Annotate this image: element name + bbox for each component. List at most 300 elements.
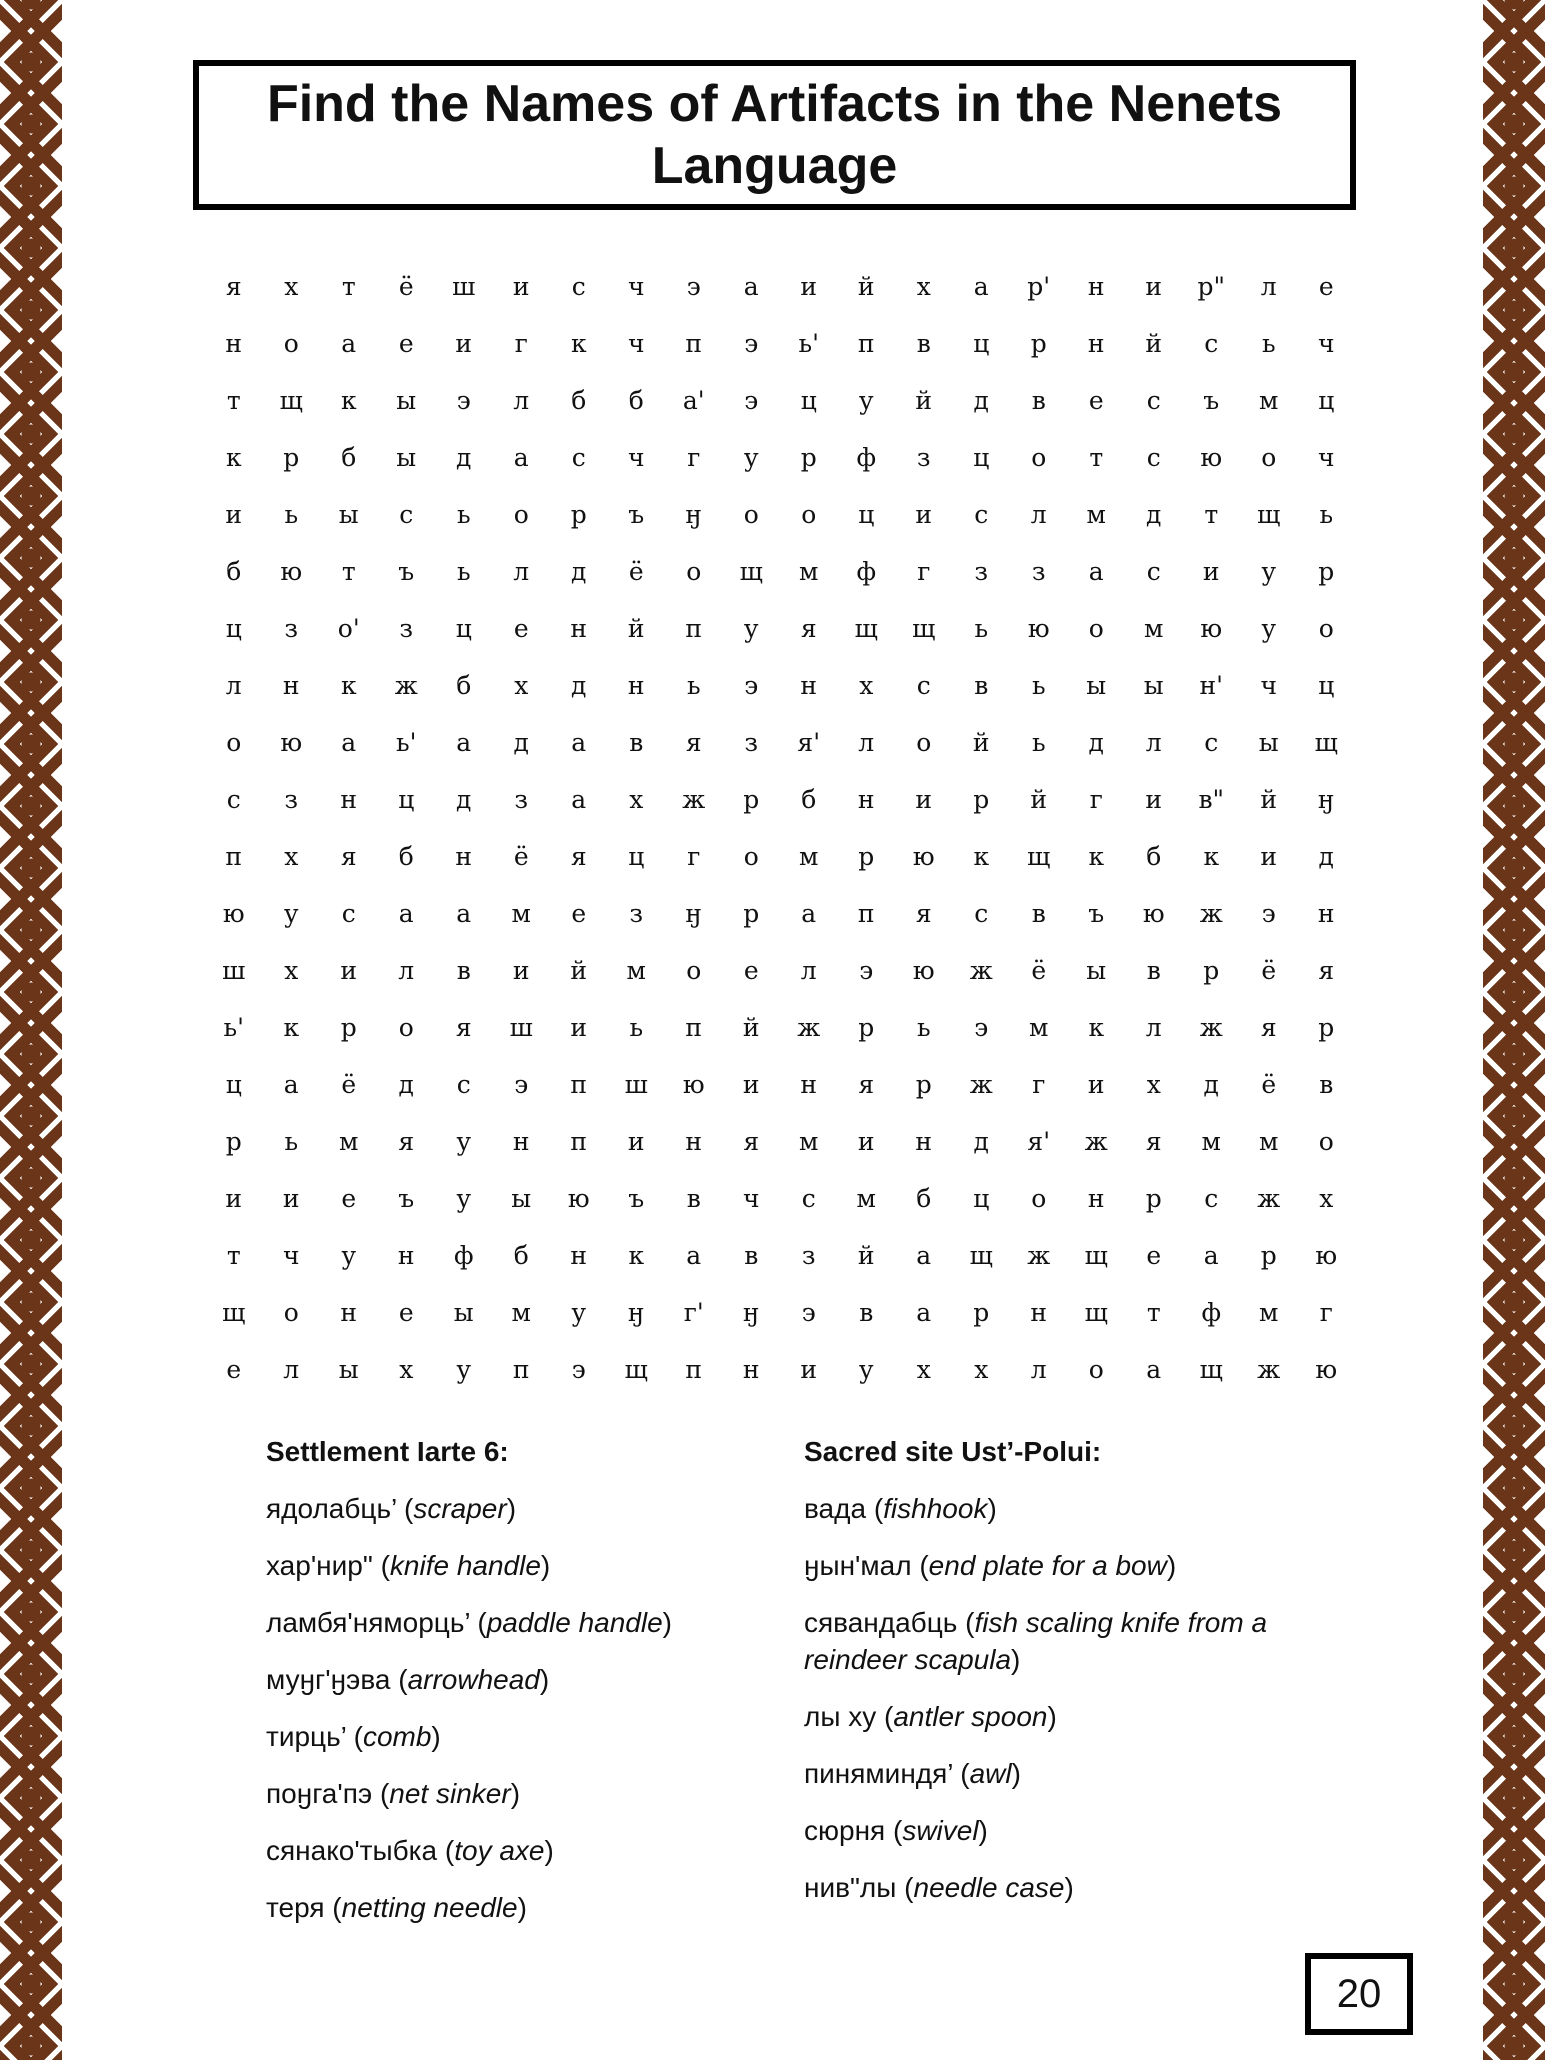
grid-letter: в	[1031, 899, 1046, 928]
grid-letter: х	[399, 1355, 414, 1384]
grid-letter: щ	[1027, 842, 1051, 871]
grid-letter: х	[284, 272, 299, 301]
grid-letter: н	[225, 329, 243, 358]
grid-letter: ю	[1142, 899, 1165, 928]
grid-letter: и	[512, 272, 530, 301]
grid-letter: к	[570, 329, 587, 358]
grid-letter: э	[1261, 899, 1276, 928]
grid-letter: я	[1318, 956, 1335, 985]
grid-letter: н	[570, 614, 588, 643]
grid-letter: и	[1202, 557, 1220, 586]
grid-letter: ж	[1257, 1355, 1281, 1384]
grid-letter: м	[1259, 386, 1279, 415]
grid-letter: и	[800, 1355, 818, 1384]
grid-letter: а	[571, 728, 587, 757]
grid-letter: л	[225, 671, 242, 700]
grid-letter: ь	[686, 671, 701, 700]
grid-letter: у	[1261, 614, 1277, 643]
english-translation: fishhook	[883, 1493, 988, 1524]
grid-letter: с	[456, 1070, 471, 1099]
nenets-word: хар'нир"	[266, 1550, 373, 1581]
grid-letter: и	[857, 1127, 875, 1156]
grid-letter: ю	[912, 956, 935, 985]
grid-letter: д	[973, 1127, 989, 1156]
grid-letter: х	[916, 1355, 931, 1384]
grid-letter: ы	[453, 1298, 474, 1327]
grid-letter: щ	[1084, 1241, 1108, 1270]
grid-letter: я	[570, 842, 587, 871]
grid-letter: ч	[1317, 329, 1335, 358]
english-translation: paddle handle	[486, 1607, 663, 1638]
grid-letter: х	[284, 842, 299, 871]
grid-letter: э	[456, 386, 471, 415]
grid-letter: к	[340, 671, 357, 700]
grid-letter: г	[1319, 1298, 1333, 1327]
grid-letter: ӈ	[685, 500, 703, 529]
grid-letter: ё	[628, 557, 644, 586]
grid-letter: о	[398, 1013, 414, 1042]
grid-letter: й	[627, 614, 645, 643]
grid-letter: р	[858, 842, 875, 871]
grid-letter: н	[340, 1298, 358, 1327]
grid-letter: с	[341, 899, 356, 928]
grid-letter: н	[512, 1127, 530, 1156]
grid-letter: ь	[1031, 728, 1046, 757]
grid-letter: к	[1203, 842, 1220, 871]
grid-letter: и	[340, 956, 358, 985]
grid-letter: й	[1260, 785, 1278, 814]
grid-letter: е	[513, 614, 529, 643]
grid-letter: ч	[1317, 443, 1335, 472]
grid-letter: а	[571, 785, 587, 814]
grid-letter: р"	[1197, 272, 1225, 301]
grid-letter: ш	[509, 1013, 533, 1042]
list-item: ӈын'мал (end plate for a bow)	[804, 1550, 1177, 1581]
grid-letter: у	[283, 899, 299, 928]
grid-letter: х	[514, 671, 529, 700]
grid-letter: р	[1318, 557, 1335, 586]
grid-letter: ъ	[398, 1184, 415, 1213]
grid-letter: с	[571, 272, 586, 301]
grid-letter: в	[629, 728, 644, 757]
grid-letter: й	[1030, 785, 1048, 814]
list-item: тирць’ (comb)	[266, 1721, 441, 1752]
grid-letter: з	[629, 899, 644, 928]
english-translation: awl	[969, 1758, 1012, 1789]
list-item: теря (netting needle)	[266, 1892, 527, 1923]
grid-letter: п	[685, 329, 703, 358]
grid-letter: щ	[969, 1241, 993, 1270]
word-list	[266, 1490, 804, 1926]
english-translation: knife handle	[389, 1550, 541, 1581]
grid-letter: л	[283, 1355, 300, 1384]
grid-letter: я	[455, 1013, 472, 1042]
nenets-word: сюрня	[804, 1815, 886, 1846]
grid-letter: о	[1031, 443, 1047, 472]
grid-letter: ю	[1315, 1355, 1338, 1384]
grid-letter: и	[915, 785, 933, 814]
grid-letter: в	[744, 1241, 759, 1270]
nenets-word: ӈын'мал	[804, 1550, 912, 1581]
grid-letter: ч	[627, 329, 645, 358]
grid-letter: м	[511, 899, 531, 928]
grid-letter: т	[1204, 500, 1219, 529]
grid-letter: н	[397, 1241, 415, 1270]
grid-letter: п	[685, 1355, 703, 1384]
grid-letter: т	[226, 1241, 241, 1270]
grid-letter: л	[513, 557, 530, 586]
grid-letter: ц	[973, 1184, 990, 1213]
grid-letter: д	[1146, 500, 1162, 529]
grid-letter: б	[513, 1241, 529, 1270]
grid-letter: а	[1146, 1355, 1162, 1384]
grid-letter: я'	[1027, 1127, 1051, 1156]
grid-letter: я	[225, 272, 242, 301]
grid-letter: ч	[282, 1241, 300, 1270]
grid-letter: з	[916, 443, 931, 472]
grid-letter: д	[456, 785, 472, 814]
grid-letter: ы	[338, 500, 359, 529]
grid-letter: л	[858, 728, 875, 757]
grid-letter: и	[800, 272, 818, 301]
grid-letter: ж	[1199, 1013, 1223, 1042]
grid-letter: ж	[1084, 1127, 1108, 1156]
grid-letter: а	[283, 1070, 299, 1099]
grid-letter: н	[742, 1355, 760, 1384]
grid-letter: щ	[912, 614, 936, 643]
grid-letter: ч	[1260, 671, 1278, 700]
grid-letter: с	[1146, 443, 1161, 472]
grid-letter: щ	[854, 614, 878, 643]
grid-letter: р	[283, 443, 300, 472]
grid-letter: з	[284, 785, 299, 814]
grid-letter: д	[571, 671, 587, 700]
grid-letter: и	[915, 500, 933, 529]
grid-letter: х	[284, 956, 299, 985]
grid-letter: с	[1204, 1184, 1219, 1213]
word-list-settlement	[266, 1432, 804, 1946]
grid-letter: е	[398, 1298, 414, 1327]
grid-letter: г'	[683, 1298, 704, 1327]
grid-letter: а	[456, 728, 472, 757]
grid-letter: э	[514, 1070, 529, 1099]
grid-letter: н	[570, 1241, 588, 1270]
grid-letter: ф	[1201, 1298, 1222, 1327]
grid-letter: э	[744, 329, 759, 358]
nenets-word: лы ху	[804, 1701, 877, 1732]
grid-letter: ч	[627, 443, 645, 472]
grid-letter: п	[570, 1127, 588, 1156]
grid-letter: м	[1086, 500, 1106, 529]
english-translation: antler spoon	[893, 1701, 1048, 1732]
grid-letter: я	[1145, 1127, 1162, 1156]
grid-letter: д	[571, 557, 587, 586]
grid-letter: ф	[453, 1241, 474, 1270]
grid-letter: г	[514, 329, 528, 358]
grid-letter: м	[1144, 614, 1164, 643]
word-list-sacred-site	[804, 1432, 1342, 1946]
grid-letter: й	[570, 956, 588, 985]
grid-letter: ь'	[396, 728, 417, 757]
grid-letter: б	[916, 1184, 932, 1213]
page-number: 20	[1305, 1953, 1413, 2035]
grid-letter: г	[1089, 785, 1103, 814]
ornamental-border-right	[1483, 0, 1545, 2060]
grid-letter: и	[282, 1184, 300, 1213]
grid-letter: д	[513, 728, 529, 757]
english-translation: end plate for a bow	[928, 1550, 1167, 1581]
grid-letter: е	[743, 956, 759, 985]
english-translation: needle case	[913, 1872, 1065, 1903]
english-translation: net sinker	[389, 1778, 511, 1809]
grid-letter: а	[513, 443, 529, 472]
grid-letter: ж	[1257, 1184, 1281, 1213]
grid-letter: а	[916, 1298, 932, 1327]
grid-letter: о	[743, 842, 759, 871]
grid-letter: е	[226, 1355, 242, 1384]
grid-letter: ь	[974, 614, 989, 643]
grid-letter: ё	[398, 272, 414, 301]
grid-letter: а	[1088, 557, 1104, 586]
grid-letter: и	[455, 329, 473, 358]
nenets-word: сянако'тыбка	[266, 1835, 438, 1866]
grid-letter: с	[1204, 329, 1219, 358]
english-translation: netting needle	[341, 1892, 518, 1923]
grid-letter: м	[511, 1298, 531, 1327]
grid-letter: о	[513, 500, 529, 529]
grid-letter: р	[1030, 329, 1047, 358]
grid-letter: ю	[682, 1070, 705, 1099]
grid-letter: ц	[800, 386, 817, 415]
grid-letter: ю	[567, 1184, 590, 1213]
grid-letter: о	[686, 557, 702, 586]
grid-letter: е	[1088, 386, 1104, 415]
list-item: хар'нир" (knife handle)	[266, 1550, 551, 1581]
grid-letter: т	[341, 272, 356, 301]
grid-letter: ӈ	[685, 899, 703, 928]
grid-letter: м	[1201, 1127, 1221, 1156]
grid-letter: ъ	[628, 500, 645, 529]
grid-letter: ц	[225, 1070, 242, 1099]
list-item: сянако'тыбка (toy axe)	[266, 1835, 554, 1866]
grid-letter: ш	[222, 956, 246, 985]
grid-letter: б	[398, 842, 414, 871]
grid-letter: к	[1088, 842, 1105, 871]
grid-letter: р	[800, 443, 817, 472]
grid-letter: р	[743, 785, 760, 814]
grid-letter: н	[1087, 272, 1105, 301]
grid-letter: р	[743, 899, 760, 928]
grid-letter: а	[801, 899, 817, 928]
grid-letter: у	[456, 1127, 472, 1156]
list-item: сюрня (swivel)	[804, 1815, 988, 1846]
english-translation: swivel	[902, 1815, 979, 1846]
grid-letter: с	[1146, 386, 1161, 415]
grid-letter: н	[627, 671, 645, 700]
grid-letter: н	[1317, 899, 1335, 928]
grid-letter: е	[398, 329, 414, 358]
grid-letter: ы	[396, 443, 417, 472]
grid-letter: б	[801, 785, 817, 814]
grid-letter: д	[1203, 1070, 1219, 1099]
grid-letter: в	[456, 956, 471, 985]
grid-letter: м	[1259, 1127, 1279, 1156]
grid-letter: ж	[969, 1070, 993, 1099]
list-item: лы ху (antler spoon)	[804, 1701, 1057, 1732]
grid-letter: я	[685, 728, 702, 757]
grid-letter: а	[341, 329, 357, 358]
grid-letter: т	[226, 386, 241, 415]
grid-letter: е	[341, 1184, 357, 1213]
grid-letter: ц	[1318, 386, 1335, 415]
grid-letter: р	[973, 1298, 990, 1327]
grid-letter: о	[283, 329, 299, 358]
grid-letter: я	[398, 1127, 415, 1156]
english-translation: comb	[362, 1721, 432, 1752]
nenets-word: сявандабць	[804, 1607, 958, 1638]
grid-letter: в	[859, 1298, 874, 1327]
grid-letter: ӈ	[742, 1298, 760, 1327]
grid-letter: з	[514, 785, 529, 814]
grid-letter: с	[571, 443, 586, 472]
grid-letter: ё	[341, 1070, 357, 1099]
nenets-word: пиняминдя’	[804, 1758, 953, 1789]
grid-letter: э	[801, 1298, 816, 1327]
grid-letter: й	[742, 1013, 760, 1042]
grid-letter: к	[973, 842, 990, 871]
english-translation: arrowhead	[407, 1664, 540, 1695]
grid-letter: ю	[280, 728, 303, 757]
grid-letter: в	[1146, 956, 1161, 985]
grid-letter: а'	[682, 386, 705, 415]
grid-letter: р	[858, 1013, 875, 1042]
grid-letter: щ	[1199, 1355, 1223, 1384]
grid-letter: ю	[1200, 443, 1223, 472]
grid-letter: о	[686, 956, 702, 985]
grid-letter: о	[1318, 614, 1334, 643]
grid-letter: и	[225, 500, 243, 529]
grid-letter: ы	[511, 1184, 532, 1213]
list-item: ламбя'няморць’ (paddle handle)	[266, 1607, 672, 1638]
grid-letter: ц	[1318, 671, 1335, 700]
grid-letter: к	[628, 1241, 645, 1270]
list-item: пиняминдя’ (awl)	[804, 1758, 1021, 1789]
grid-letter: м	[1259, 1298, 1279, 1327]
grid-letter: л	[1030, 500, 1047, 529]
list-item: сявандабць (fish scaling knife from a reindeer scapula)	[804, 1607, 1268, 1675]
grid-letter: г	[687, 842, 701, 871]
grid-letter: ц	[455, 614, 472, 643]
grid-letter: ж	[969, 956, 993, 985]
grid-letter: й	[857, 1241, 875, 1270]
grid-letter: а	[686, 1241, 702, 1270]
grid-letter: с	[226, 785, 241, 814]
grid-letter: д	[398, 1070, 414, 1099]
grid-letter: ю	[222, 899, 245, 928]
grid-letter: ӈ	[627, 1298, 645, 1327]
grid-letter: ы	[1086, 956, 1107, 985]
grid-letter: и	[1260, 842, 1278, 871]
grid-letter: о	[916, 728, 932, 757]
ornamental-border-left	[0, 0, 62, 2060]
grid-letter: н'	[1199, 671, 1224, 700]
grid-letter: ю	[1315, 1241, 1338, 1270]
grid-letter: п	[857, 329, 875, 358]
grid-letter: и	[1087, 1070, 1105, 1099]
grid-letter: у	[743, 443, 759, 472]
grid-letter: м	[339, 1127, 359, 1156]
grid-letter: щ	[222, 1298, 246, 1327]
grid-letter: м	[799, 842, 819, 871]
grid-letter: л	[398, 956, 415, 985]
grid-letter: н	[800, 1070, 818, 1099]
grid-letter: й	[915, 386, 933, 415]
list-heading: Sacred site Ust’-Polui:	[804, 1436, 1102, 1467]
grid-letter: и	[1145, 785, 1163, 814]
grid-letter: щ	[739, 557, 763, 586]
grid-letter: т	[1146, 1298, 1161, 1327]
grid-letter: и	[512, 956, 530, 985]
grid-letter: з	[801, 1241, 816, 1270]
grid-letter: ш	[452, 272, 476, 301]
grid-letter: х	[859, 671, 874, 700]
grid-letter: ж	[394, 671, 418, 700]
grid-letter: з	[974, 557, 989, 586]
grid-letter: х	[1319, 1184, 1334, 1213]
grid-letter: б	[341, 443, 357, 472]
grid-letter: ю	[912, 842, 935, 871]
grid-letter: з	[399, 614, 414, 643]
grid-letter: л	[1030, 1355, 1047, 1384]
list-item: муӈг'ӈэва (arrowhead)	[266, 1664, 550, 1695]
grid-letter: ю	[280, 557, 303, 586]
grid-letter: я	[340, 842, 357, 871]
english-translation: scraper	[413, 1493, 507, 1524]
grid-letter: е	[571, 899, 587, 928]
grid-letter: о	[1318, 1127, 1334, 1156]
grid-letter: ф	[856, 557, 877, 586]
grid-letter: о	[1088, 1355, 1104, 1384]
grid-letter: в	[974, 671, 989, 700]
grid-letter: и	[627, 1127, 645, 1156]
grid-letter: р	[915, 1070, 932, 1099]
nenets-word: теря	[266, 1892, 325, 1923]
grid-letter: и	[1145, 272, 1163, 301]
grid-letter: ь	[1031, 671, 1046, 700]
grid-letter: р	[570, 500, 587, 529]
grid-letter: ь	[1319, 500, 1334, 529]
grid-letter: ж	[1027, 1241, 1051, 1270]
grid-letter: ф	[856, 443, 877, 472]
grid-letter: у	[743, 614, 759, 643]
grid-letter: с	[974, 500, 989, 529]
grid-letter: г	[687, 443, 701, 472]
list-item: вада (fishhook)	[804, 1493, 997, 1524]
grid-letter: н	[915, 1127, 933, 1156]
grid-letter: ь	[1261, 329, 1276, 358]
grid-letter: к	[340, 386, 357, 415]
grid-letter: н	[340, 785, 358, 814]
grid-letter: я	[743, 1127, 760, 1156]
grid-letter: щ	[279, 386, 303, 415]
grid-letter: ц	[973, 443, 990, 472]
grid-letter: ь	[916, 1013, 931, 1042]
grid-letter: о'	[337, 614, 360, 643]
grid-letter: у	[571, 1298, 587, 1327]
grid-letter: щ	[1314, 728, 1338, 757]
grid-letter: ь	[284, 500, 299, 529]
grid-letter: э	[974, 1013, 989, 1042]
